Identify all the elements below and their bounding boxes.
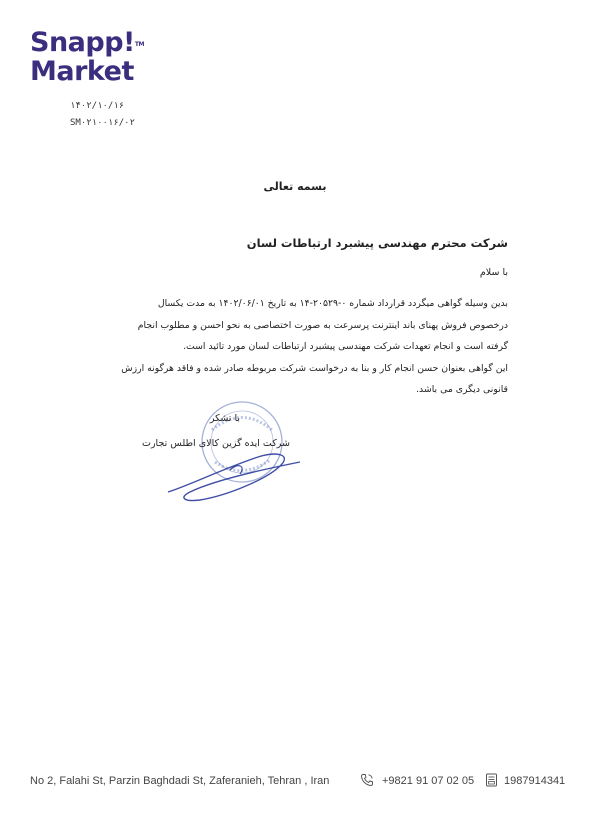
logo-line-1: Snapp!™ bbox=[30, 27, 144, 58]
footer-address: No 2, Falahi St, Parzin Baghdadi St, Zaferanieh, Tehran , Iran bbox=[30, 775, 330, 787]
body-line: قانونی دیگری می باشد. bbox=[416, 384, 508, 395]
trademark-mark: TM bbox=[134, 41, 144, 48]
body-line: این گواهی بعنوان حسن انجام کار و بنا به درخواست شرکت مربوطه صادر شده و فاقد هرگونه ارزش bbox=[121, 362, 508, 374]
footer-phone: +9821 91 07 02 05 bbox=[382, 775, 475, 787]
letter-reference-number: SM۰۲۱۰۰۱۶/۰۲ bbox=[70, 118, 136, 128]
signatory-company: شرکت ایده گزین کالای اطلس تجارت bbox=[142, 438, 290, 449]
letter-body bbox=[88, 293, 508, 401]
invocation-heading: بسمه تعالی bbox=[263, 180, 327, 193]
phone-icon bbox=[360, 773, 374, 787]
body-line: گرفته است و انجام تعهدات شرکت مهندسی پیشبرد ارتباطات لسان مورد تائید است. bbox=[183, 341, 508, 352]
footer-postal-code: 1987914341 bbox=[504, 775, 566, 787]
postal-code-icon bbox=[485, 773, 498, 787]
recipient-title: شرکت محترم مهندسی پیشبرد ارتباطات لسان bbox=[246, 236, 508, 250]
company-logo bbox=[30, 28, 144, 86]
closing-phrase: با تشکر bbox=[209, 413, 240, 424]
salutation: با سلام bbox=[479, 267, 508, 278]
body-line: بدین وسیله گواهی میگردد قرارداد شماره ۰-۲۰۵۲۹-۱۴ به تاریخ ۱۴۰۲/۰۶/۰۱ به مدت یکسال bbox=[157, 298, 508, 309]
letter-date: ۱۴۰۲/۱۰/۱۶ bbox=[70, 101, 125, 111]
logo-line-2: Market bbox=[30, 56, 134, 87]
body-line: درخصوص فروش پهنای باند اینترنت پرسرعت به صورت اختصاصی به نحو احسن و مطلوب انجام bbox=[137, 319, 508, 331]
